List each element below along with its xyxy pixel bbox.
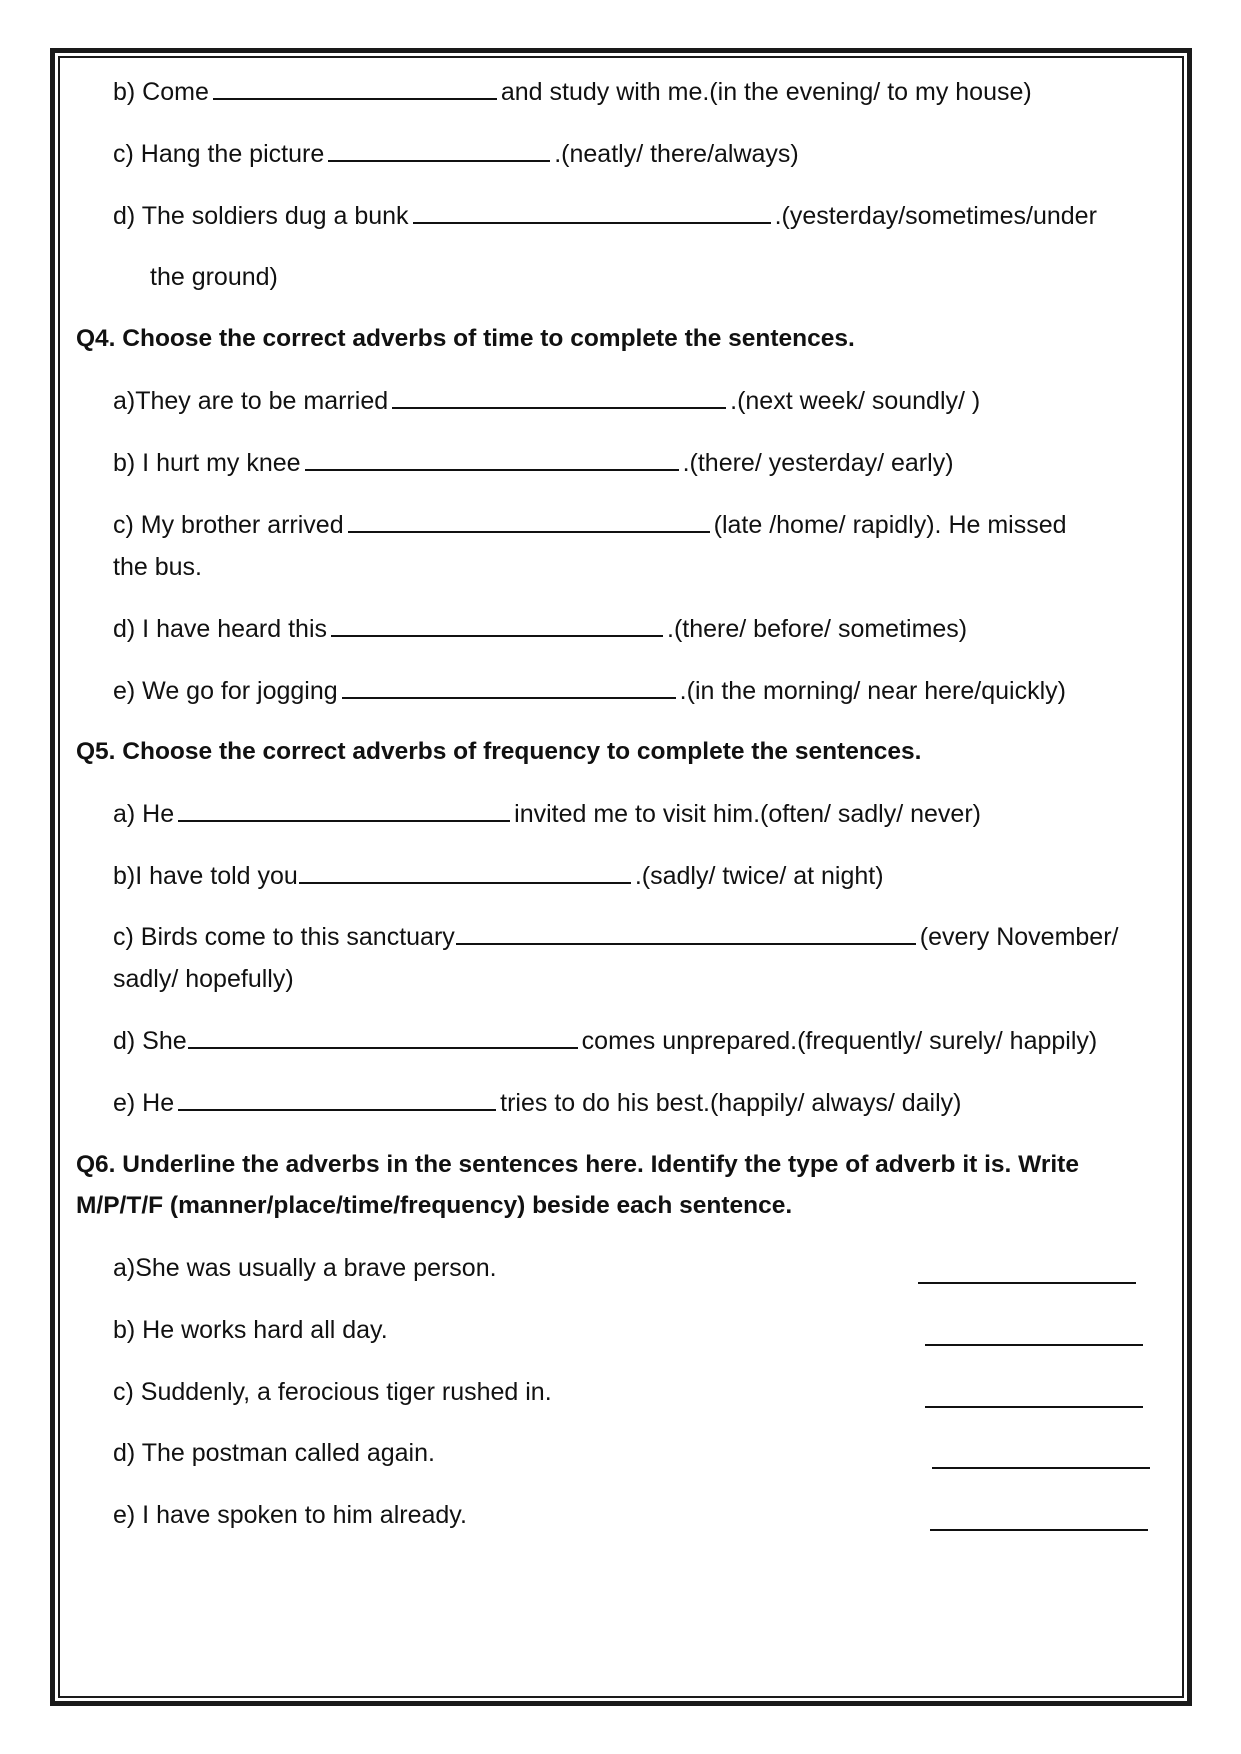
- q6-item-c: c) Suddenly, a ferocious tiger rushed in.: [113, 1378, 552, 1406]
- q3-item-d-before: d) The soldiers dug a bunk: [113, 202, 409, 230]
- q5-item-c-after: (every November/: [919, 923, 1119, 951]
- q3-item-d: [113, 200, 1097, 232]
- q5-item-e-before: e) He: [113, 1089, 175, 1117]
- q3-item-c: [113, 138, 799, 170]
- q5-item-e-after: tries to do his best.(happily/ always/ daily): [500, 1089, 962, 1117]
- type-answer-blank[interactable]: [930, 1529, 1148, 1531]
- q5-item-b-after: .(sadly/ twice/ at night): [634, 862, 884, 890]
- q4-item-c: [113, 509, 1067, 541]
- q4-item-c-before: c) My brother arrived: [113, 511, 344, 539]
- q4-item-b: [113, 447, 954, 479]
- answer-blank[interactable]: [188, 1025, 578, 1049]
- q4-heading: Q4. Choose the correct adverbs of time to complete the sentences.: [76, 325, 855, 352]
- q4-item-c-continuation: the bus.: [113, 553, 202, 581]
- q3-item-b: [113, 76, 1032, 108]
- answer-blank[interactable]: [392, 385, 726, 409]
- q5-item-d: [113, 1025, 1097, 1057]
- q5-item-b: [113, 860, 884, 892]
- q3-item-b-after: and study with me.(in the evening/ to my house): [500, 78, 1032, 106]
- q5-item-c-continuation: sadly/ hopefully): [113, 965, 294, 993]
- type-answer-blank[interactable]: [925, 1344, 1143, 1346]
- q4-item-a: [113, 385, 980, 417]
- q3-item-c-before: c) Hang the picture: [113, 140, 325, 168]
- q6-heading-line-2: M/P/T/F (manner/place/time/frequency) beside each sentence.: [76, 1192, 793, 1219]
- q4-item-d-before: d) I have heard this: [113, 615, 328, 643]
- q3-item-b-before: b) Come: [113, 78, 209, 106]
- answer-blank[interactable]: [178, 798, 510, 822]
- q4-item-e: [113, 675, 1066, 707]
- q5-heading: Q5. Choose the correct adverbs of frequency to complete the sentences.: [76, 738, 922, 765]
- type-answer-blank[interactable]: [925, 1406, 1143, 1408]
- type-answer-blank[interactable]: [932, 1467, 1150, 1469]
- q3-item-d-continuation: the ground): [150, 263, 278, 291]
- q5-item-d-after: comes unprepared.(frequently/ surely/ happily): [581, 1027, 1098, 1055]
- q6-item-d: d) The postman called again.: [113, 1439, 435, 1467]
- q5-item-b-before: b)I have told you: [113, 862, 298, 890]
- q5-item-d-before: d) She: [113, 1027, 187, 1055]
- q5-item-e: [113, 1087, 961, 1119]
- q5-item-a: [113, 798, 981, 830]
- answer-blank[interactable]: [305, 447, 679, 471]
- q4-item-b-before: b) I hurt my knee: [113, 449, 301, 477]
- q5-item-a-after: invited me to visit him.(often/ sadly/ never): [514, 800, 981, 828]
- answer-blank[interactable]: [213, 76, 497, 100]
- q4-item-e-before: e) We go for jogging: [113, 677, 338, 705]
- q5-item-c: [113, 921, 1118, 953]
- q6-item-e: e) I have spoken to him already.: [113, 1501, 467, 1529]
- answer-blank[interactable]: [342, 675, 676, 699]
- q6-item-a: a)She was usually a brave person.: [113, 1254, 497, 1282]
- q4-item-a-before: a)They are to be married: [113, 387, 389, 415]
- q5-item-a-before: a) He: [113, 800, 175, 828]
- type-answer-blank[interactable]: [918, 1282, 1136, 1284]
- answer-blank[interactable]: [328, 138, 550, 162]
- q3-item-d-after: .(yesterday/sometimes/under: [774, 202, 1097, 230]
- q6-item-b: b) He works hard all day.: [113, 1316, 388, 1344]
- q4-item-d-after: .(there/ before/ sometimes): [667, 615, 968, 643]
- answer-blank[interactable]: [348, 509, 710, 533]
- answer-blank[interactable]: [178, 1087, 496, 1111]
- q4-item-e-after: .(in the morning/ near here/quickly): [679, 677, 1066, 705]
- answer-blank[interactable]: [331, 613, 663, 637]
- q5-item-c-before: c) Birds come to this sanctuary: [113, 923, 455, 951]
- answer-blank[interactable]: [299, 860, 631, 884]
- q6-heading-line-1: Q6. Underline the adverbs in the sentences here. Identify the type of adverb it is. Write: [76, 1151, 1079, 1178]
- q4-item-d: [113, 613, 967, 645]
- q3-item-c-after: .(neatly/ there/always): [554, 140, 799, 168]
- q4-item-b-after: .(there/ yesterday/ early): [682, 449, 954, 477]
- answer-blank[interactable]: [413, 200, 771, 224]
- answer-blank[interactable]: [456, 921, 916, 945]
- q4-item-c-after: (late /home/ rapidly). He missed: [713, 511, 1067, 539]
- q4-item-a-after: .(next week/ soundly/ ): [730, 387, 981, 415]
